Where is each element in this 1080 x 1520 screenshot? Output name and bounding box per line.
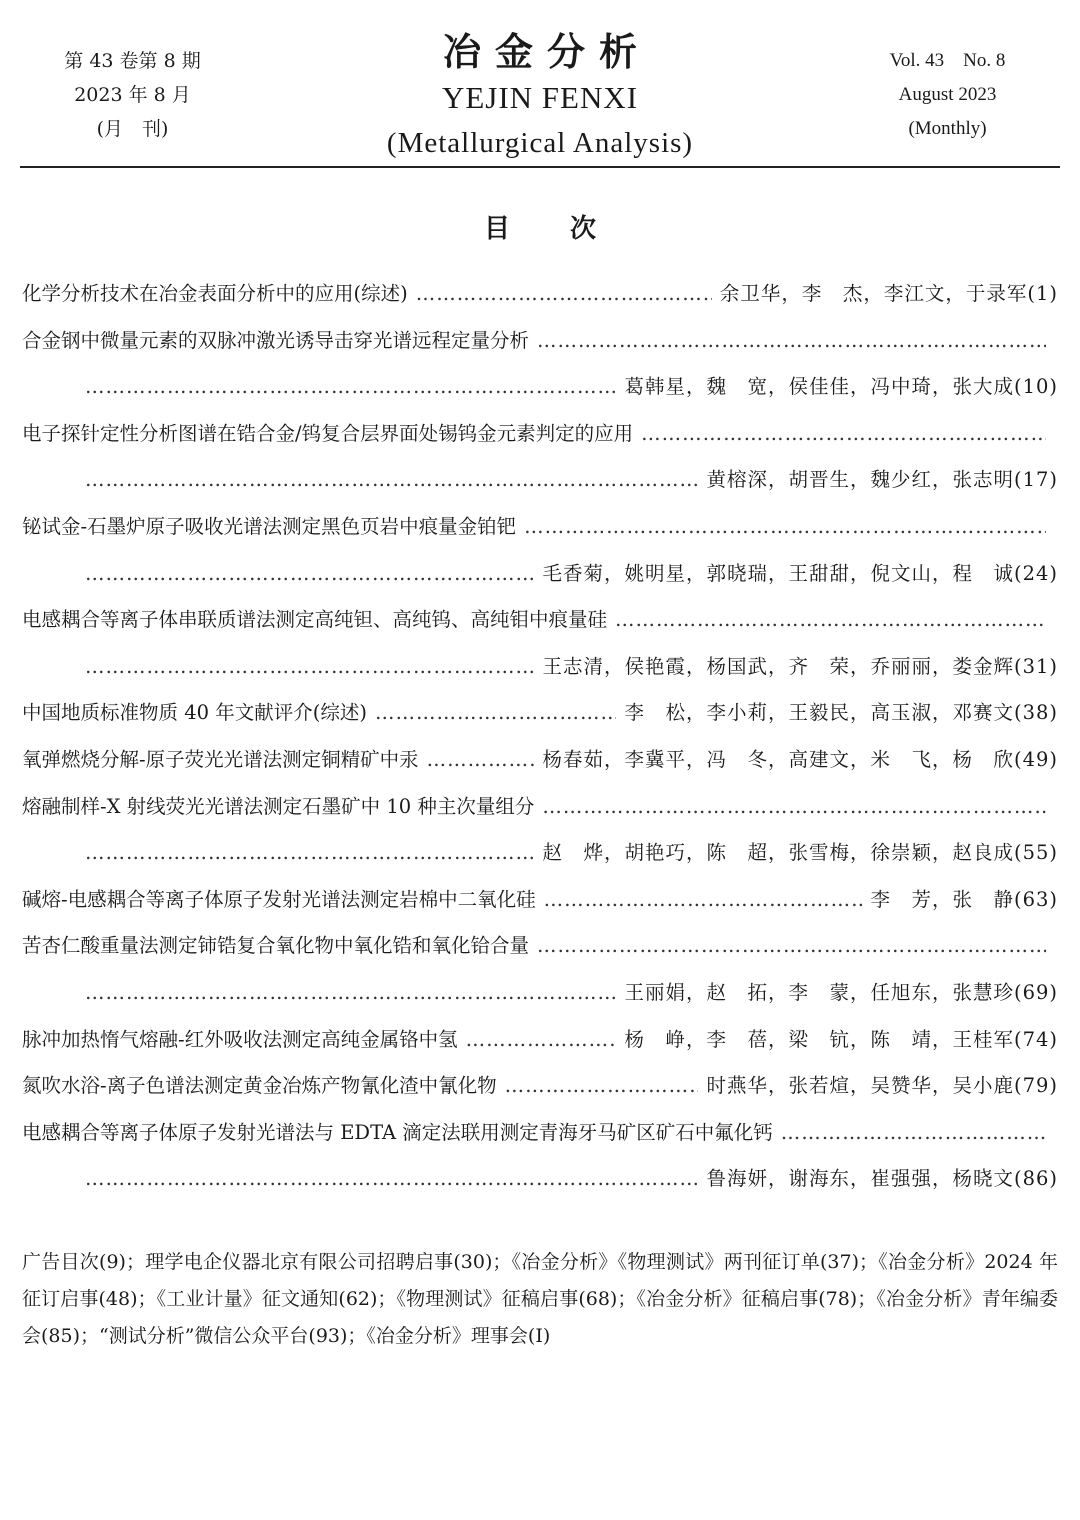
toc-entry-continuation[interactable] bbox=[22, 644, 1058, 691]
issue-date-en: August 2023 bbox=[898, 84, 997, 105]
leader-dots bbox=[466, 1017, 617, 1064]
toc-entry-title: 电感耦合等离子体串联质谱法测定高纯钽、高纯钨、高纯钼中痕量硅 bbox=[22, 608, 608, 632]
toc-entry-title: 中国地质标准物质 40 年文献评介(综述) bbox=[22, 701, 367, 725]
toc-entry-continuation[interactable] bbox=[22, 970, 1058, 1017]
toc-entry[interactable] bbox=[22, 923, 1058, 970]
leader-dots bbox=[375, 690, 617, 737]
toc-entry-title: 脉冲加热惰气熔融-红外吸收法测定高纯金属铬中氢 bbox=[22, 1027, 458, 1051]
toc-entry-title: 铋试金-石墨炉原子吸收光谱法测定黑色页岩中痕量金铂钯 bbox=[22, 514, 517, 538]
table-of-contents bbox=[22, 271, 1058, 1203]
toc-entry[interactable] bbox=[22, 737, 1058, 784]
toc-entry-title: 氮吹水浴-离子色谱法测定黄金冶炼产物氰化渣中氰化物 bbox=[22, 1074, 497, 1098]
toc-entry-authors: 余卫华，李 杰，李江文，于录军(1) bbox=[719, 282, 1058, 305]
leader-dots bbox=[505, 1063, 699, 1110]
toc-entry[interactable] bbox=[22, 271, 1058, 318]
toc-entry-authors: 时燕华，张若煊，吴赞华，吴小鹿(79) bbox=[706, 1074, 1058, 1098]
frequency-cn: (月 刊) bbox=[96, 118, 169, 140]
journal-masthead bbox=[290, 28, 790, 166]
leader-dots bbox=[615, 597, 1046, 644]
toc-entry-authors: 葛韩星，魏 宽，侯佳佳，冯中琦，张大成(10) bbox=[624, 375, 1058, 399]
header-rule bbox=[20, 166, 1060, 168]
leader-dots bbox=[427, 737, 535, 784]
toc-entry-authors: 毛香菊，姚明星，郭晓瑞，王甜甜，倪文山，程 诚(24) bbox=[542, 561, 1058, 585]
toc-entry-authors: 杨 峥，李 蓓，梁 钪，陈 靖，王桂军(74) bbox=[624, 1027, 1058, 1051]
toc-heading: 目次 bbox=[483, 214, 656, 244]
advertisement-index: 广告目次(9)；理学电企仪器北京有限公司招聘启事(30)；《冶金分析》《物理测试》两刊征订单(37)；《冶金分析》2024 年征订启事(48)；《工业计量》征文通知(62)；《物理测试》征稿启事(68)；《冶金分析》征稿启事(78)；《冶金分析》青年编委会(85)；“测试分析”微信公众平台(93)；《冶金分析》理事会(Ⅰ) bbox=[22, 1251, 1058, 1347]
leader-dots bbox=[416, 271, 712, 318]
toc-entry-title: 苦杏仁酸重量法测定铈锆复合氧化物中氧化锆和氧化铪合量 bbox=[22, 934, 530, 958]
frequency-en: (Monthly) bbox=[908, 118, 987, 139]
toc-entry[interactable] bbox=[22, 504, 1058, 551]
toc-entry[interactable] bbox=[22, 1017, 1058, 1064]
leader-dots bbox=[524, 504, 1046, 551]
leader-dots bbox=[85, 970, 616, 1017]
toc-entry-authors: 杨春茹，李冀平，冯 冬，高建文，米 飞，杨 欣(49) bbox=[542, 747, 1058, 771]
journal-header bbox=[0, 0, 1080, 170]
toc-entry-title: 熔融制样-X 射线荧光光谱法测定石墨矿中 10 种主次量组分 bbox=[22, 794, 535, 818]
leader-dots bbox=[641, 411, 1046, 458]
toc-entry-authors: 王丽娟，赵 拓，李 蒙，任旭东，张慧珍(69) bbox=[624, 980, 1058, 1004]
leader-dots bbox=[85, 644, 534, 691]
toc-entry[interactable] bbox=[22, 1063, 1058, 1110]
toc-entry-authors: 赵 烨，胡艳巧，陈 超，张雪梅，徐崇颖，赵良成(55) bbox=[542, 841, 1058, 865]
leader-dots bbox=[85, 457, 698, 504]
issue-info-en bbox=[855, 44, 1040, 146]
toc-entry-continuation[interactable] bbox=[22, 364, 1058, 411]
toc-entry[interactable] bbox=[22, 877, 1058, 924]
toc-entry-authors: 李 芳，张 静(63) bbox=[870, 887, 1058, 911]
issue-date-cn: 2023 年 8 月 bbox=[74, 84, 191, 106]
toc-entry-continuation[interactable] bbox=[22, 830, 1058, 877]
toc-entry-title: 电子探针定性分析图谱在锆合金/钨复合层界面处锡钨金元素判定的应用 bbox=[22, 421, 634, 445]
volume-issue-en: Vol. 43 No. 8 bbox=[889, 50, 1006, 71]
issue-info-cn bbox=[30, 44, 235, 146]
journal-title-en: (Metallurgical Analysis) bbox=[386, 127, 694, 159]
toc-entry[interactable] bbox=[22, 690, 1058, 737]
leader-dots bbox=[542, 784, 1046, 831]
toc-entry[interactable] bbox=[22, 784, 1058, 831]
toc-entry[interactable] bbox=[22, 318, 1058, 365]
toc-entry-continuation[interactable] bbox=[22, 457, 1058, 504]
leader-dots bbox=[537, 923, 1046, 970]
toc-entry-authors: 黄榕深，胡晋生，魏少红，张志明(17) bbox=[706, 468, 1058, 492]
toc-entry-continuation[interactable] bbox=[22, 1156, 1058, 1203]
volume-issue-cn: 第 43 卷第 8 期 bbox=[64, 50, 201, 72]
leader-dots bbox=[85, 830, 534, 877]
toc-entry[interactable] bbox=[22, 597, 1058, 644]
toc-entry-title: 化学分析技术在冶金表面分析中的应用(综述) bbox=[22, 282, 408, 305]
toc-entry[interactable] bbox=[22, 1110, 1058, 1157]
leader-dots bbox=[85, 1156, 698, 1203]
leader-dots bbox=[537, 318, 1046, 365]
toc-entry-title: 氧弹燃烧分解-原子荧光光谱法测定铜精矿中汞 bbox=[22, 747, 419, 771]
journal-title-cn: 冶金分析 bbox=[442, 30, 651, 74]
toc-entry-continuation[interactable] bbox=[22, 551, 1058, 598]
toc-entry-authors: 李 松，李小莉，王毅民，高玉淑，邓赛文(38) bbox=[624, 701, 1058, 725]
leader-dots bbox=[85, 551, 534, 598]
leader-dots bbox=[85, 364, 616, 411]
leader-dots bbox=[544, 877, 863, 924]
toc-entry[interactable] bbox=[22, 411, 1058, 458]
toc-entry-authors: 鲁海妍，谢海东，崔强强，杨晓文(86) bbox=[706, 1167, 1058, 1191]
toc-entry-authors: 王志清，侯艳霞，杨国武，齐 荣，乔丽丽，娄金辉(31) bbox=[542, 654, 1058, 678]
leader-dots bbox=[781, 1110, 1046, 1157]
toc-entry-title: 碱熔-电感耦合等离子体原子发射光谱法测定岩棉中二氧化硅 bbox=[22, 887, 536, 911]
toc-entry-title: 电感耦合等离子体原子发射光谱法与 EDTA 滴定法联用测定青海牙马矿区矿石中氟化钙 bbox=[22, 1120, 773, 1144]
journal-title-pinyin: YEJIN FENXI bbox=[441, 80, 639, 115]
toc-entry-title: 合金钢中微量元素的双脉冲激光诱导击穿光谱远程定量分析 bbox=[22, 328, 530, 352]
